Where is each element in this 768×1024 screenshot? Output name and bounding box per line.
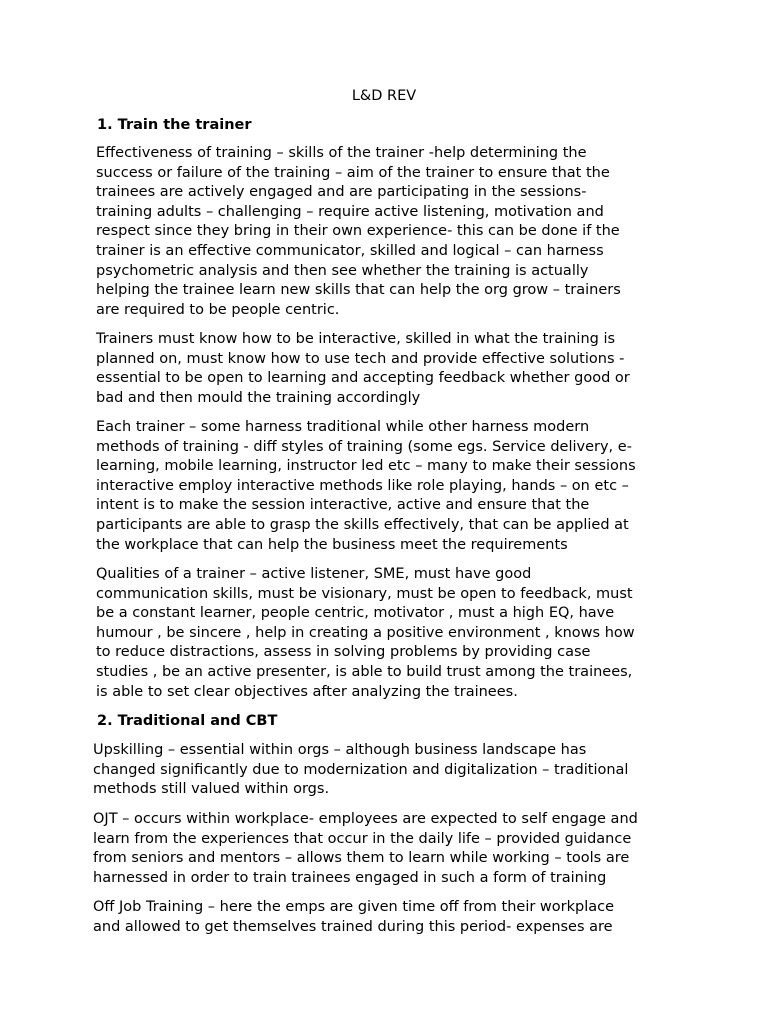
text-line: Effectiveness of training – skills of the trainer -help determining the bbox=[96, 145, 587, 161]
document-title: L&D REV bbox=[351, 88, 417, 104]
text-line: learn from the experiences that occur in the daily life – provided guidance bbox=[93, 830, 632, 847]
paragraph bbox=[96, 418, 636, 555]
text-line: methods of training - diff styles of training (some egs. Service delivery, e- bbox=[96, 438, 632, 455]
text-line: and allowed to get themselves trained during this period- expenses are bbox=[93, 918, 613, 935]
paragraph bbox=[93, 741, 628, 800]
text-line: success or failure of the training – aim of the trainer to ensure that the bbox=[96, 164, 610, 181]
text-line: trainer is an effective communicator, skilled and logical – can harness bbox=[96, 242, 604, 259]
text-line: respect since they bring in their own experience- this can be done if the bbox=[96, 223, 620, 240]
paragraph bbox=[96, 144, 621, 320]
text-line: trainees are actively engaged and are participating in the sessions- bbox=[96, 184, 587, 201]
text-line: intent is to make the session interactive, active and ensure that the bbox=[96, 497, 590, 514]
text-line: studies , be an active presenter, is able to build trust among the trainees, bbox=[96, 663, 633, 680]
text-line: changed significantly due to modernization and digitalization – traditional bbox=[93, 761, 629, 778]
text-line: planned on, must know how to use tech and provide effective solutions - bbox=[96, 350, 625, 367]
text-line: to reduce distractions, assess in solving problems by providing case bbox=[96, 644, 591, 661]
text-line: be a constant learner, people centric, motivator , must a high EQ, have bbox=[96, 605, 615, 622]
text-line: participants are able to grasp the skills effectively, that can be applied at bbox=[96, 516, 629, 533]
text-line: training adults – challenging – require active listening, motivation and bbox=[96, 203, 604, 220]
text-line: helping the trainee learn new skills that can help the org grow – trainers bbox=[96, 282, 621, 299]
text-line: Off Job Training – here the emps are given time off from their workplace bbox=[93, 899, 615, 915]
text-line: learning, mobile learning, instructor led etc – many to make their sessions bbox=[96, 458, 636, 475]
paragraph bbox=[93, 810, 638, 888]
text-line: psychometric analysis and then see whether the training is actually bbox=[96, 262, 589, 279]
text-line: OJT – occurs within workplace- employees are expected to self engage and bbox=[93, 811, 638, 827]
text-line: Upskilling – essential within orgs – although business landscape has bbox=[93, 742, 587, 758]
text-line: Trainers must know how to be interactive, skilled in what the training is bbox=[96, 331, 616, 347]
text-line: essential to be open to learning and accepting feedback whether good or bbox=[96, 370, 630, 387]
text-line: harnessed in order to train trainees engaged in such a form of training bbox=[93, 869, 607, 886]
text-line: communication skills, must be visionary, must be open to feedback, must bbox=[96, 585, 633, 602]
text-line: is able to set clear objectives after analyzing the trainees. bbox=[96, 683, 518, 700]
text-line: Qualities of a trainer – active listener, SME, must have good bbox=[96, 566, 532, 582]
text-line: the workplace that can help the business meet the requirements bbox=[96, 536, 568, 553]
text-line: from seniors and mentors – allows them to learn while working – tools are bbox=[93, 850, 630, 867]
section-heading-traditional-and-cbt: 2. Traditional and CBT bbox=[97, 713, 278, 729]
paragraph bbox=[93, 898, 614, 937]
paragraph bbox=[96, 565, 635, 702]
paragraph bbox=[96, 330, 630, 408]
text-line: interactive employ interactive methods like role playing, hands – on etc – bbox=[96, 477, 629, 494]
section-heading-train-the-trainer: 1. Train the trainer bbox=[97, 117, 252, 133]
text-line: are required to be people centric. bbox=[96, 301, 340, 318]
text-line: Each trainer – some harness traditional while other harness modern bbox=[96, 419, 590, 435]
text-line: methods still valued within orgs. bbox=[93, 781, 330, 798]
text-line: humour , be sincere , help in creating a positive environment , knows how bbox=[96, 624, 635, 641]
text-line: bad and then mould the training accordingly bbox=[96, 389, 421, 406]
